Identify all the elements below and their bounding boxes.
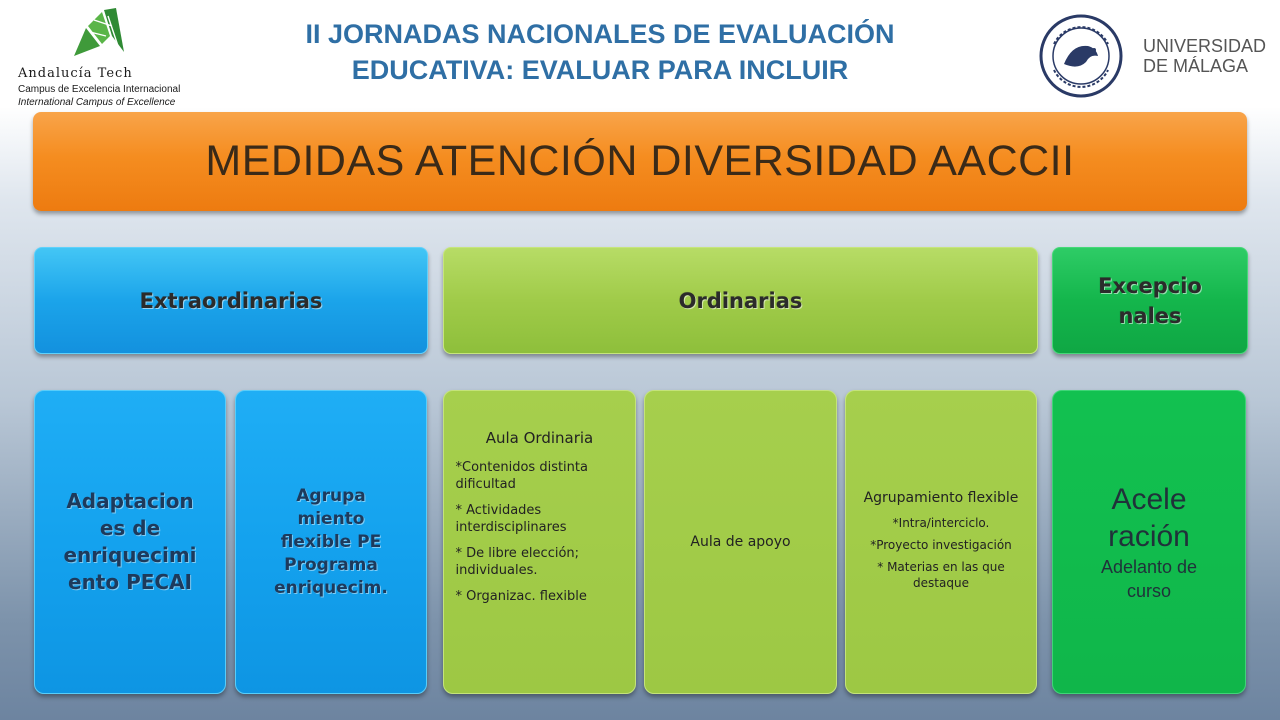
category-excepcionales (1052, 247, 1248, 354)
measure-aceleracion (1052, 390, 1246, 694)
label-line: ento PECAI (68, 570, 192, 594)
measure-label (274, 485, 388, 600)
measure-agrupamiento-flexible (845, 390, 1037, 694)
measure-adaptaciones (34, 390, 226, 694)
conference-title-line1: II JORNADAS NACIONALES DE EVALUACIÓN (305, 19, 895, 49)
main-banner (33, 112, 1247, 211)
category-label: Ordinarias (678, 288, 803, 313)
label-line: ración (1108, 520, 1190, 553)
measure-title (1108, 481, 1190, 555)
measure-title: Aula Ordinaria (485, 429, 594, 447)
measure-items (456, 459, 624, 614)
label-line: Acele (1111, 483, 1187, 516)
label-line: enriquecim. (274, 577, 388, 598)
universidad-malaga-seal-icon (1032, 12, 1130, 100)
andalucia-tech-name: Andalucía Tech (18, 66, 133, 81)
header (0, 0, 1280, 108)
label-line: Programa (284, 554, 378, 575)
conference-title (205, 16, 995, 88)
banner-title: MEDIDAS ATENCIÓN DIVERSIDAD AACCII (205, 137, 1075, 185)
label-line: miento (297, 508, 365, 529)
label-line: Agrupa (296, 485, 366, 506)
andalucia-tech-logo (8, 4, 188, 106)
andalucia-tech-emblem-icon (66, 6, 132, 60)
category-label: Extraordinarias (139, 288, 323, 313)
category-ordinarias (443, 247, 1038, 354)
uma-line2: DE MÁLAGA (1143, 56, 1249, 76)
measure-aula-apoyo (644, 390, 837, 694)
label-line: flexible PE (280, 531, 382, 552)
measure-label (63, 488, 196, 596)
universidad-malaga-logo-text (1143, 36, 1266, 76)
category-extraordinarias (34, 247, 428, 354)
measure-item: * Organizac. flexible (455, 589, 587, 604)
category-label-line: Excepcio (1098, 273, 1202, 298)
measure-item: *Contenidos distinta dificultad (455, 460, 588, 492)
label-line: enriquecimi (63, 543, 197, 567)
conference-title-line2: EDUCATIVA: EVALUAR PARA INCLUIR (351, 55, 849, 85)
measure-item: *Intra/interciclo. (892, 515, 990, 530)
category-label (1098, 271, 1202, 331)
measure-item: *Proyecto investigación (870, 537, 1012, 552)
uma-line1: UNIVERSIDAD (1143, 36, 1267, 56)
category-label-line: nales (1118, 303, 1182, 328)
measure-item: * Actividades interdisciplinares (455, 503, 567, 535)
measure-item: * De libre elección; individuales. (455, 546, 580, 578)
measure-subtitle: Adelanto de curso (1100, 557, 1198, 601)
measure-item: * Materias en las que destaque (877, 559, 1005, 590)
andalucia-tech-subtitle: Campus de Excelencia Internacional (18, 84, 181, 95)
measure-agrupamiento-pe (235, 390, 427, 694)
measure-title: Agrupamiento flexible (863, 489, 1019, 506)
andalucia-tech-subtitle-en: International Campus of Excellence (18, 97, 176, 108)
label-line: Adaptacion (66, 489, 194, 513)
measure-label: Aula de apoyo (690, 534, 791, 550)
measure-aula-ordinaria (443, 390, 636, 694)
label-line: es de (99, 516, 161, 540)
